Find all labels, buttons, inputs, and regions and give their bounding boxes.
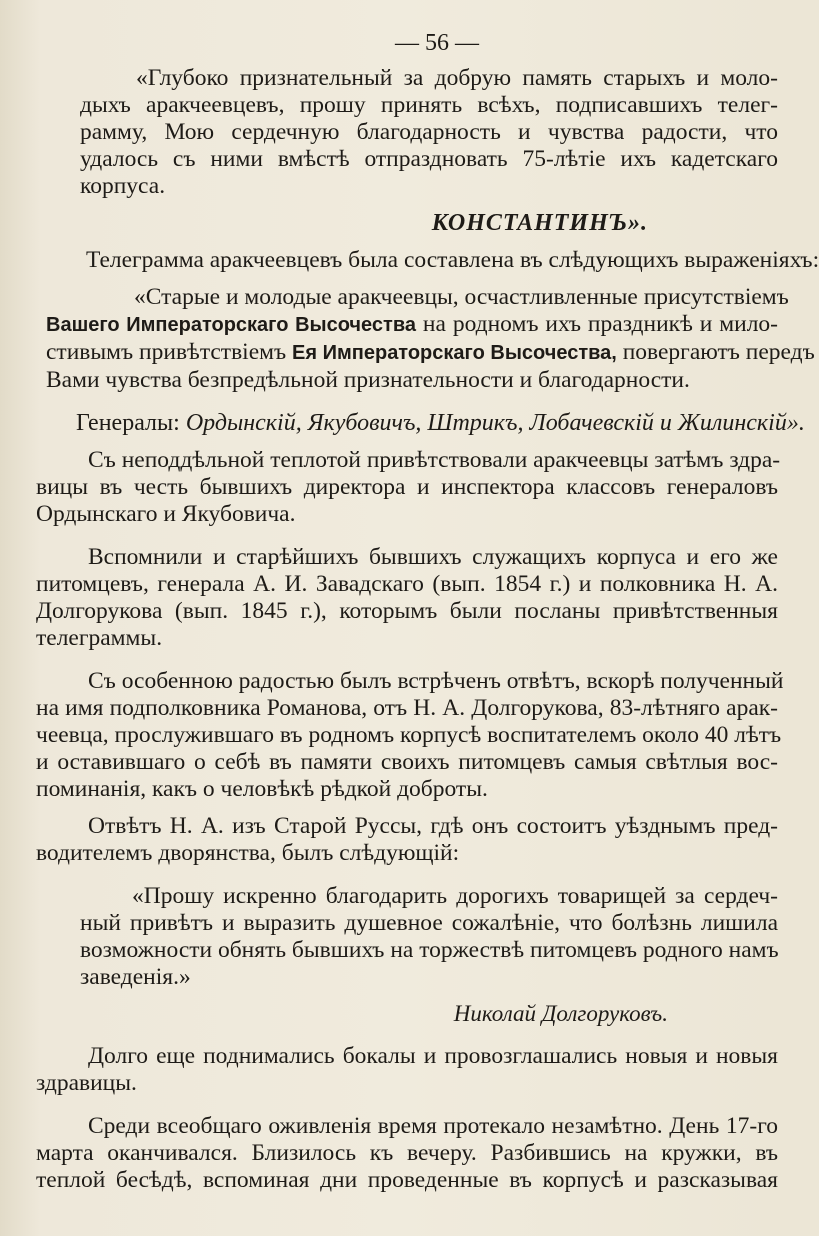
text-line: Съ неподдѣльной теплотой привѣтствовали аракчеевцы затѣмъ здра- xyxy=(88,447,781,473)
text-line: удалось съ ними вмѣстѣ отпраздновать 75-лѣтіе ихъ кадетскаго xyxy=(80,146,778,172)
text-line: Вами чувства безпредѣльной признательности и благодарности. xyxy=(46,367,690,393)
paragraph-answer-intro xyxy=(36,813,778,867)
text-line: Ордынскаго и Якубовича. xyxy=(36,501,296,527)
text-line: поминанія, какъ о человѣкѣ рѣдкой доброты. xyxy=(36,776,488,802)
text-line: ный привѣтъ и выразить душевное сожалѣніе, что болѣзнь лишила xyxy=(80,910,778,936)
text-line: марта оканчивался. Близилось къ вечеру. Разбившись на кружки, въ xyxy=(36,1140,778,1166)
text-line: чеевца, прослужившаго въ родномъ корпусѣ воспитателемъ около 40 лѣтъ xyxy=(36,722,782,748)
paragraph-glasses xyxy=(36,1043,778,1097)
signature-konstantin: КОНСТАНТИНЪ». xyxy=(431,210,648,236)
text-line: здравицы. xyxy=(36,1070,137,1096)
text-span: на родномъ ихъ праздникѣ и мило- xyxy=(415,311,779,337)
text-line: корпуса. xyxy=(80,173,166,199)
text-line: Долгорукова (вып. 1845 г.), которымъ были посланы привѣтственныя xyxy=(36,598,778,624)
text-line: и оставившаго о себѣ въ памяти своихъ питомцевъ самыя свѣтлыя вос- xyxy=(36,749,778,775)
bold-title: Вашего Императорскаго Высочества xyxy=(46,314,416,336)
text-line: «Старые и молодые аракчеевцы, осчастливленные присутствіемъ xyxy=(134,284,789,310)
text-line: рамму, Мою сердечную благодарность и чувства радости, что xyxy=(80,119,778,145)
text-line: водителемъ дворянства, былъ слѣдующій: xyxy=(36,840,460,866)
dolgorukov-telegram xyxy=(36,883,778,991)
araktcheev-telegram xyxy=(46,284,815,394)
generals-label: Генералы: xyxy=(76,410,186,436)
text-line: Среди всеобщаго оживленія время протекало незамѣтно. День 17-го xyxy=(88,1113,778,1139)
text-line: вицы въ честь бывшихъ директора и инспектора классовъ генераловъ xyxy=(36,474,778,500)
text-line: дыхъ аракчеевцевъ, прошу принять всѣхъ, подписавшихъ телег- xyxy=(80,92,778,118)
text-line: теплой бесѣдѣ, вспоминая дни проведенные въ корпусѣ и разсказывая xyxy=(36,1167,778,1193)
telegram-intro: Телеграмма аракчеевцевъ была составлена въ слѣдующихъ выраженіяхъ: xyxy=(86,247,819,273)
text-line: возможности обнять бывшихъ на торжествѣ питомцевъ родного намъ xyxy=(80,937,779,963)
text-line: Долго еще поднимались бокалы и провозглашались новыя и новыя xyxy=(88,1043,778,1069)
text-span: стивымъ привѣтствіемъ xyxy=(46,339,293,365)
paragraph-answer xyxy=(36,668,784,803)
reply-telegram xyxy=(86,65,778,92)
text-line: телеграммы. xyxy=(36,625,163,651)
bold-title: Ея Императорскаго Высочества, xyxy=(292,342,617,364)
paragraph-evening xyxy=(36,1113,778,1194)
page-number: — 56 — xyxy=(395,30,479,56)
text-line: на имя подполковника Романова, отъ Н. А. Долгорукова, 83-лѣтняго арак- xyxy=(36,695,778,721)
paragraph-remembered xyxy=(36,544,778,652)
text-line: Съ особенною радостью былъ встрѣченъ отвѣтъ, вскорѣ полученный xyxy=(88,668,784,694)
text-line xyxy=(46,339,815,367)
text-line: Вспомнили и старѣйшихъ бывшихъ служащихъ корпуса и его же xyxy=(88,544,778,570)
text-span: повергаютъ передъ xyxy=(616,339,815,365)
text-line: «Прошу искренно благодарить дорогихъ товарищей за сердеч- xyxy=(132,883,778,909)
text-line: «Глубоко признательный за добрую память старыхъ и моло- xyxy=(136,65,778,91)
paragraph-toasts xyxy=(36,447,781,528)
text-line: Отвѣтъ Н. А. изъ Старой Руссы, гдѣ онъ состоитъ уѣзднымъ пред- xyxy=(88,813,778,839)
reply-telegram-body xyxy=(80,92,778,200)
generals-names: Ордынскій, Якубовичъ, Штрикъ, Лобачевскій и Жилинскій». xyxy=(185,410,805,436)
text-line: питомцевъ, генерала А. И. Завадскаго (вып. 1854 г.) и полковника Н. А. xyxy=(36,571,778,597)
text-line xyxy=(46,311,778,339)
text-line: заведенія.» xyxy=(80,964,191,990)
signature-dolgorukov: Николай Долгоруковъ. xyxy=(453,1001,668,1026)
generals-line xyxy=(76,410,805,437)
